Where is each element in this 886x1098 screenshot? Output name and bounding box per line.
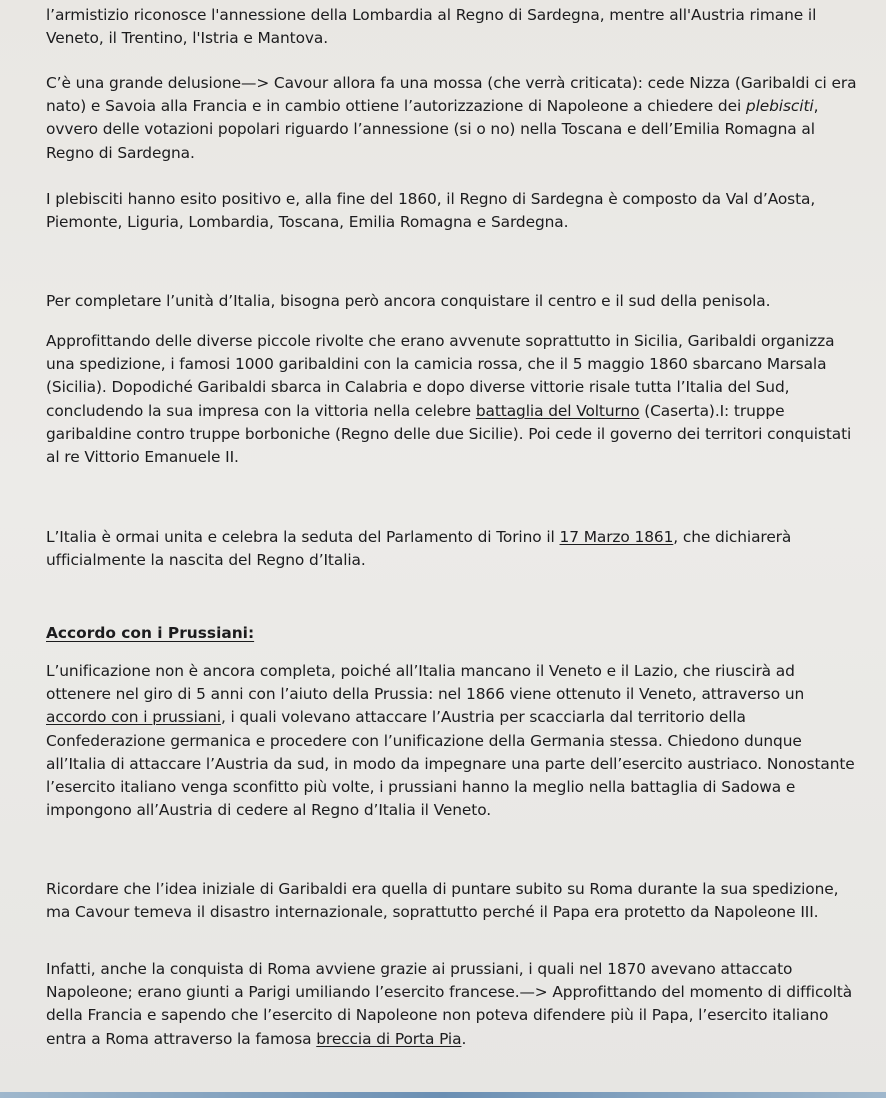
paragraph-armistizio-text: l’armistizio riconosce l'annessione della Lombardia al Regno di Sardegna, mentre all'Austria rimane il Veneto, il Trentino, l'Istria e Mantova. bbox=[46, 6, 817, 48]
accordo-prussiani-underlined: accordo con i prussiani bbox=[46, 708, 221, 727]
paragraph-ricordare bbox=[46, 878, 860, 924]
paragraph-accordo-text-b: , i quali volevano attaccare l’Austria per scacciarla dal territorio della Confederazione germanica e procedere con l’unificazione della Germania stessa. Chiedono dunque all’Italia di attaccare l’Austria da sud, in modo da impegnare una parte dell’esercito austriaco. Nonostante l’esercito italiano venga sconfitto più volte, i prussiani hanno la meglio nella battaglia di Sadowa e impongono all’Austria di cedere al Regno d’Italia il Veneto. bbox=[46, 708, 855, 820]
paragraph-unita-text-b: , che dichiarerà ufficialmente la nascita del Regno d’Italia. bbox=[46, 528, 792, 570]
paragraph-spedizione-text-a: Approfittando delle diverse piccole rivolte che erano avvenute soprattutto in Sicilia, Garibaldi organizza una spedizione, i famosi 1000 garibaldini con la camicia rossa, che il 5 maggio 1860 sbarcano Marsala (Sicilia). Dopodiché Garibaldi sbarca in Calabria e dopo diverse vittorie risale tutta l’Italia del Sud, concludendo la sua impresa con la vittoria nella celebre bbox=[46, 332, 835, 420]
paragraph-spedizione-text-b: (Caserta).I: truppe garibaldine contro truppe borboniche (Regno delle due Sicilie). Poi cede il governo dei territori conquistati al re Vittorio Emanuele II. bbox=[46, 401, 852, 467]
paragraph-delusione bbox=[46, 72, 860, 165]
paragraph-ricordare-text: Ricordare che l’idea iniziale di Garibaldi era quella di puntare subito su Roma durante la sua spedizione, ma Cavour temeva il disastro internazionale, soprattutto perché il Papa era protetto da Napoleone III. bbox=[46, 880, 839, 922]
paragraph-armistizio bbox=[46, 4, 860, 50]
battaglia-volturno-underlined: battaglia del Volturno bbox=[475, 401, 640, 420]
heading-accordo-prussiani: Accordo con i Prussiani: bbox=[46, 624, 255, 642]
paragraph-roma-text-b: . bbox=[461, 1029, 467, 1048]
plebisciti-term: plebisciti bbox=[745, 97, 814, 116]
breccia-porta-pia-underlined: breccia di Porta Pia bbox=[316, 1029, 462, 1048]
paragraph-plebisciti-text: I plebisciti hanno esito positivo e, alla fine del 1860, il Regno di Sardegna è composto da Val d’Aosta, Piemonte, Liguria, Lombardia, Toscana, Emilia Romagna e Sardegna. bbox=[46, 190, 816, 232]
paragraph-delusione-text-a: C’è una grande delusione—> Cavour allora fa una mossa (che verrà criticata): cede Nizza (Garibaldi ci era nato) e Savoia alla Francia e in cambio ottiene l’autorizzazione di Napoleone a chiedere dei bbox=[46, 74, 857, 116]
paragraph-spedizione bbox=[46, 330, 860, 469]
screen-bottom-edge bbox=[0, 1092, 886, 1098]
paragraph-unita-text-a: L’Italia è ormai unita e celebra la seduta del Parlamento di Torino il bbox=[46, 528, 560, 546]
paragraph-accordo bbox=[46, 660, 860, 822]
paragraph-delusione-text-b: , ovvero delle votazioni popolari riguardo l’annessione (si o no) nella Toscana e dell’Emilia Romagna al Regno di Sardegna. bbox=[46, 97, 819, 162]
paragraph-roma bbox=[46, 958, 860, 1051]
paragraph-completare-text: Per completare l’unità d’Italia, bisogna però ancora conquistare il centro e il sud della penisola. bbox=[46, 292, 771, 310]
paragraph-completare bbox=[46, 290, 860, 313]
date-17-marzo-underlined: 17 Marzo 1861 bbox=[559, 528, 674, 546]
paragraph-roma-text-a: Infatti, anche la conquista di Roma avviene grazie ai prussiani, i quali nel 1870 avevano attaccato Napoleone; erano giunti a Parigi umiliando l’esercito francese.—> Approfittando del momento di difficoltà della Francia e sapendo che l’esercito di Napoleone non poteva difendere più il Papa, l’esercito italiano entra a Roma attraverso la famosa bbox=[46, 960, 853, 1048]
paragraph-unita bbox=[46, 526, 860, 572]
paragraph-plebisciti bbox=[46, 188, 860, 234]
paragraph-accordo-text-a: L’unificazione non è ancora completa, poiché all’Italia mancano il Veneto e il Lazio, che riuscirà ad ottenere nel giro di 5 anni con l’aiuto della Prussia: nel 1866 viene ottenuto il Veneto, attraverso un bbox=[46, 662, 805, 704]
